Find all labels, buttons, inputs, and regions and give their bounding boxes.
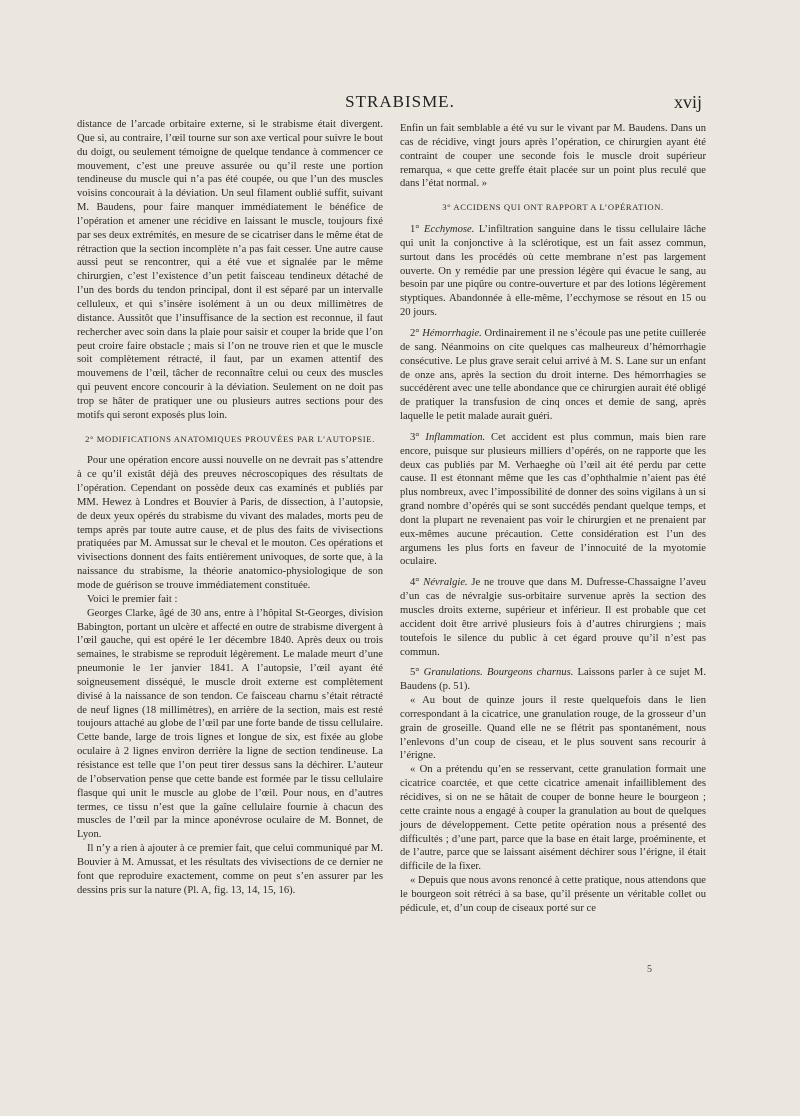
item-text: Laissons parler à ce sujet M. Baudens (p. 51). (400, 667, 707, 693)
item-title: Hémorrhagie. (422, 327, 482, 339)
signature-mark: 5 (647, 964, 652, 975)
item-text: L’infiltration sanguine dans le tissu cellulaire lâche qui unit la conjonctive à la sclérotique, est un fait assez commun, surtout dans les procédés où cette membrane n’est pas largement ouverte. On y remédie par une pression légère qui évacue le sang, au besoin par une piqûre ou contre-ouverture et par des lotions légèrement styptiques. Abandonnée à elle-même, l’ecchymose se résout en 15 ou 20 jours. (400, 224, 706, 319)
section-heading: 2° MODIFICATIONS ANATOMIQUES PROUVÉES PAR L’AUTOPSIE. (85, 433, 375, 444)
paragraph: « Au bout de quinze jours il reste quelquefois dans le lien correspondant à la cicatrice, une granulation rouge, de la grosseur d’un grain de groseille. Quand elle ne se flétrit pas spontanément, nous l’enlevons d’un coup de ciseau, et le plus souvent sans recourir à l’érigne. (400, 695, 706, 762)
paragraph: Georges Clarke, âgé de 30 ans, entre à l’hôpital St-Georges, division Babington, portant un ulcère et affecté en outre de strabisme divergent à l’œil gauche, qui est opéré le 1er décembre 1840. Après deux ou trois semaines, le strabisme se reproduit légèrement. Le malade meurt d’une pneumonie le 1er janvier 1841. A l’autopsie, l’œil ayant été soigneusement disséqué, le muscle droit externe est complètement divisé à la naissance de son tendon. Ce faisceau charnu s’était rétracté de neuf lignes (18 millimètres), en arrière de la section, mais est resté toujours attaché au globe de l’œil par une forte bande de tissu cellulaire. Cette bande, large de trois lignes et longue de six, est fixée au globe oculaire à 2 lignes environ derrière la ligne de section tendineuse. La résistance est telle que l’on peut tirer dessus sans la déchirer. L’auteur de l’observation pense que cette bande est formée par le tissu cellulaire flasque qui unit le muscle au globe de l’œil. Pour nous, en d’autres termes, ce tissu n’est que la gaîne cellulaire fournie à chacun des muscles de l’œil par la mince aponévrose oculaire de M. Bonnet, de Lyon. (77, 607, 383, 841)
paragraph: Pour une opération encore aussi nouvelle on ne devrait pas s’attendre à ce qu’il existât déjà des preuves nécroscopiques des résultats de l’opération. Cependant on possède deux cas examinés et publiés par MM. Hewez à Londres et Bouvier à Paris, de dissection, à l’autopsie, de deux yeux opérés du strabisme du vivant des malades, morts peu de temps après par toute autre cause, et de plus des faits de vivisections pratiquées par M. Amussat sur le cheval et le mouton. Ces opérations et vivisections donnent des faits entièrement univoques, de sorte que, à la naissance du strabisme, la théorie anatomico-physiologique de son mode de guérison se trouve immédiatement constituée. (77, 455, 383, 591)
left-column (77, 118, 383, 897)
running-title: STRABISME. (345, 92, 455, 111)
item-text: Je ne trouve que dans M. Dufresse-Chassaigne l’aveu d’un cas de névralgie sus-orbitaire survenue après la section des muscles droits externe, supérieur et inférieur. Il est probable que cet accident doit être arrivé plusieurs fois à d’autres chirurgiens ; mais toutefois le silence du public à cet égard prouve qu’il n’est pas commun. (400, 577, 706, 658)
paragraph (400, 223, 706, 320)
paragraph: distance de l’arcade orbitaire externe, si le strabisme était divergent. Que si, au contraire, l’œil tourne sur son axe vertical pour suivre le bout du doigt, ou seulement témoigne de quelque tendance à commencer ce mouvement, c’est une preuve assurée ou qu’il reste une portion tendineuse du muscle qui n’a pas été coupée, ou que l’un des muscles voisins concourait à la déviation. Un seul filament oublié suffit, suivant M. Baudens, pour faire manquer immédiatement le bénéfice de l’opération et amener une récidive en laissant le muscle, toujours fixé par ses deux extrémités, en mesure de se cicatriser dans le même état de rétraction que la section incomplète n’a pas fait cesser. Une autre cause aussi peut se rencontrer, qui a été vue et signalée par le même chirurgien, c’est l’existence d’un petit faisceau tendineux détaché de l’un des bords du tendon principal, dont il est séparé par un intervalle celluleux, et qui s’insère isolément à un ou deux millimètres de distance. Aussitôt que l’insuffisance de la section est reconnue, il faut rechercher avec soin dans la plaie pour saisir et couper la bride que l’on peut croire faire obstacle ; mais si l’on ne trouve rien et que le muscle soit complètement rétracté, il faut, par un examen attentif des mouvemens de l’œil, tâcher de reconnaître celui ou ceux des muscles qui peuvent encore concourir à la déviation. Seulement on ne doit pas trop se hâter de pratiquer une ou plusieurs autres sections pour des motifs qui seront exposés plus loin. (77, 119, 383, 421)
item-text: Ordinairement il ne s’écoule pas une petite cuillerée de sang. Néanmoins on cite quelques cas malheureux d’hémorrhagie consécutive. Le plus grave serait celui arrivé à M. S. Lane sur un enfant de onze ans, après la section du droit interne. Des hémorrhagies se succédèrent avec une telle abondance que ce chirurgien aurait été obligé de pratiquer la transfusion de cinq onces et demie de sang, après laquelle le petit malade aurait guéri. (400, 327, 706, 423)
paragraph (400, 431, 706, 569)
item-number: 5° (410, 667, 420, 679)
item-title: Névralgie. (423, 577, 468, 589)
paragraph (400, 576, 706, 659)
item-number: 4° (410, 577, 420, 589)
item-number: 3° (410, 431, 420, 443)
section-heading: 3° ACCIDENS QUI ONT RAPPORT A L’OPÉRATION. (442, 202, 664, 213)
paragraph: Il n’y a rien à ajouter à ce premier fait, que celui communiqué par M. Bouvier à M. Amussat, et les résultats des vivisections de ce dernier ne font que reproduire exactement, comme on peut s’en assurer par les dessins pris sur la nature (Pl. A, fig. 13, 14, 15, 16). (77, 843, 383, 896)
paragraph: « Depuis que nous avons renoncé à cette pratique, nous attendons que le bourgeon soit rétréci à sa base, qu’il présente un véritable collet ou pédicule, et, d’un coup de ciseaux porté sur ce (400, 875, 706, 914)
paragraph (400, 327, 706, 424)
item-title: Inflammation. (425, 431, 486, 443)
item-title: Ecchymose. (424, 224, 475, 236)
page-number: xvij (673, 92, 702, 112)
paragraph: « On a prétendu qu’en se resservant, cette granulation formait une cicatrice coarctée, et que cette cicatrice amenait infailliblement des récidives, si on ne se hâtait de couper de bonne heure le bourgeon ; cette crainte nous a engagé à couper la granulation au bout de quelques jours de développement. Cette petite opération nous a présenté des difficultés ; d’une part, parce que la base en était large, proéminente, et de l’autre, parce que se laissant aisément déchirer sous l’érigne, il était difficile de la fixer. (400, 764, 706, 873)
item-title: Granulations. Bourgeons charnus. (423, 667, 574, 679)
item-number: 1° (410, 224, 420, 236)
right-column (400, 122, 706, 916)
item-number: 2° (410, 327, 420, 339)
paragraph: Voici le premier fait : (87, 593, 178, 605)
paragraph: Enfin un fait semblable a été vu sur le vivant par M. Baudens. Dans un cas de récidive, vingt jours après l’opération, ce chirurgien ayant été contraint de couper une seconde fois le muscle droit supérieur remarqua, « que cette greffe était placée sur un point plus reculé que dans l’état normal. » (400, 123, 706, 190)
paragraph (400, 666, 706, 694)
item-text: Cet accident est plus commun, mais bien rare encore, puisque sur plusieurs milliers d’opérés, on ne rapporte que les deux cas publiés par M. Verhaeghe où l’œil ait été perdu par cette cause. Il est étonnant même que les cas d’ophthalmie n’aient pas été plus nombreux, avec l’impossibilité de donner des soins vigilans à un si grand nombre d’opérés qui se sont succédés pendant quelque temps, et dont la plupart ne revenaient pas voir le chirurgien et ne prenaient par eux-mêmes aucune précaution. Cette considération est l’un des argumens les plus forts en faveur de l’innocuité de la myotomie oculaire. (400, 431, 706, 568)
